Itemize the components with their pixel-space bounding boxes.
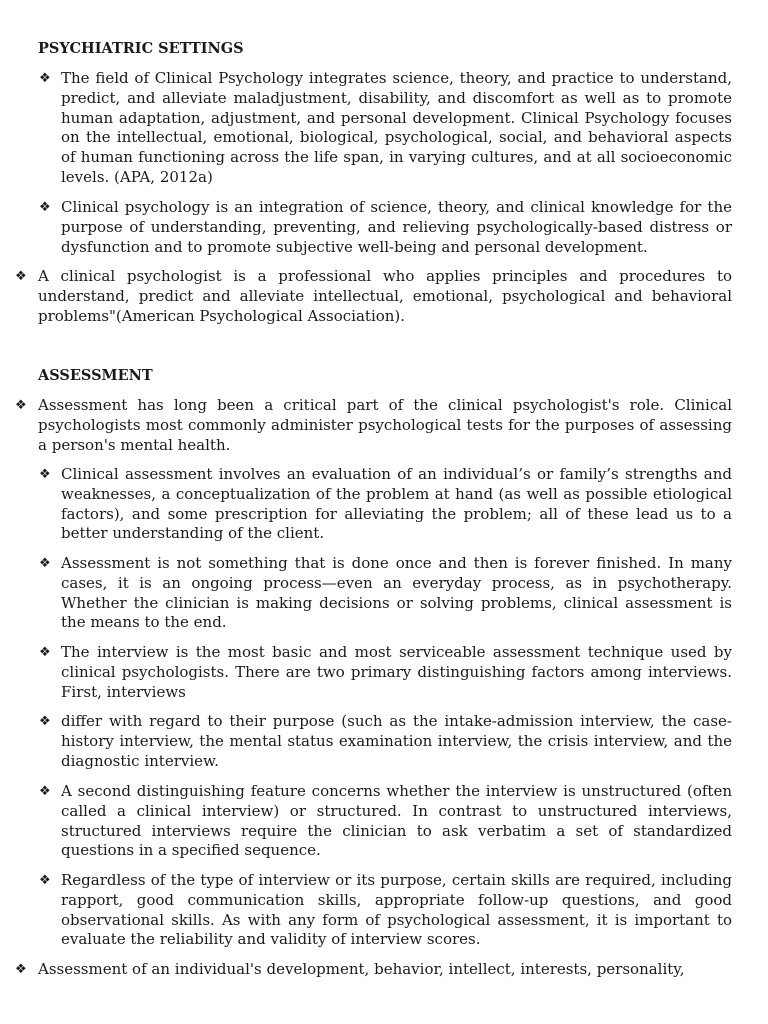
list-item	[39, 465, 732, 544]
list-item-text: Clinical assessment involves an evaluation of an individual’s or family’s strengths and weaknesses, a conceptualization of the problem at hand (as well as possible etiological factors), and some prescription for alleviating the problem; all of these lead us to a better understanding of the client.	[61, 465, 732, 543]
list-item	[15, 960, 732, 980]
list-item-text: Clinical psychology is an integration of science, theory, and clinical knowledge for the purpose of understanding, preventing, and relieving psychologically-based distress or dysfunction and to promote subjective well-being and personal development.	[61, 198, 732, 256]
list-item	[39, 712, 732, 771]
list-item	[39, 69, 732, 188]
list-item-text: The field of Clinical Psychology integrates science, theory, and practice to understand, predict, and alleviate maladjustment, disability, and discomfort as well as to promote human adaptation, adjustment, and personal development. Clinical Psychology focuses on the intellectual, emotional, biological, psychological, social, and behavioral aspects of human functioning across the life span, in varying cultures, and at all socioeconomic levels. (APA, 2012a)	[61, 69, 732, 186]
list-item	[39, 554, 732, 633]
diamond-bullet-icon: ❖	[39, 200, 51, 215]
list-item	[39, 782, 732, 861]
diamond-bullet-icon: ❖	[39, 71, 51, 86]
list-item	[15, 267, 732, 326]
list-item-text: A second distinguishing feature concerns whether the interview is unstructured (often called a clinical interview) or structured. In contrast to unstructured interviews, structured interviews require the clinician to ask verbatim a set of standardized questions in a specified sequence.	[61, 782, 732, 860]
diamond-bullet-icon: ❖	[39, 873, 51, 888]
diamond-bullet-icon: ❖	[15, 398, 27, 413]
diamond-bullet-icon: ❖	[39, 645, 51, 660]
list-item	[39, 643, 732, 702]
list-item	[39, 871, 732, 950]
list-item-text: Assessment has long been a critical part of the clinical psychologist's role. Clinical psychologists most commonly administer psychological tests for the purposes of assessing a person's mental health.	[38, 396, 732, 454]
list-item-text: differ with regard to their purpose (such as the intake-admission interview, the case-history interview, the mental status examination interview, the crisis interview, and the diagnostic interview.	[61, 712, 732, 770]
diamond-bullet-icon: ❖	[39, 467, 51, 482]
list-item-text: Assessment is not something that is done once and then is forever finished. In many cases, it is an ongoing process—even an everyday process, as in psychotherapy. Whether the clinician is making decisions or solving problems, clinical assessment is the means to the end.	[61, 554, 732, 632]
list-item	[39, 198, 732, 257]
section-heading-assessment: ASSESSMENT	[38, 367, 153, 384]
list-item-text: The interview is the most basic and most serviceable assessment technique used by clinical psychologists. There are two primary distinguishing factors among interviews. First, interviews	[61, 643, 732, 701]
list-item-text: A clinical psychologist is a professional who applies principles and procedures to understand, predict and alleviate intellectual, emotional, psychological and behavioral problems"(American Psychological Association).	[38, 267, 732, 325]
diamond-bullet-icon: ❖	[15, 269, 27, 284]
section-heading-psychiatric-settings: PSYCHIATRIC SETTINGS	[38, 40, 244, 57]
list-item	[15, 396, 732, 455]
diamond-bullet-icon: ❖	[39, 714, 51, 729]
diamond-bullet-icon: ❖	[39, 556, 51, 571]
diamond-bullet-icon: ❖	[15, 962, 27, 977]
list-item-text: Regardless of the type of interview or its purpose, certain skills are required, including rapport, good communication skills, appropriate follow-up questions, and good observational skills. As with any form of psychological assessment, it is important to evaluate the reliability and validity of interview scores.	[61, 871, 732, 949]
diamond-bullet-icon: ❖	[39, 784, 51, 799]
list-item-text: Assessment of an individual's development, behavior, intellect, interests, personality,	[38, 960, 685, 978]
